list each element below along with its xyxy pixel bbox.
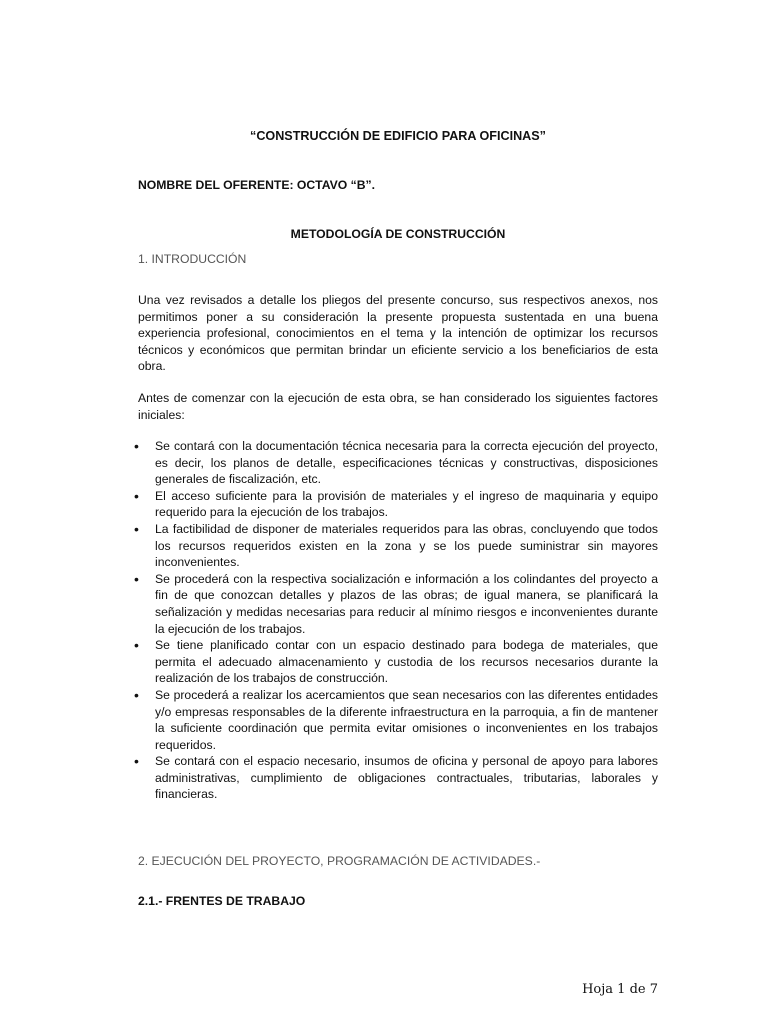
intro-paragraph-1: Una vez revisados a detalle los pliegos del presente concurso, sus respectivos anexos, nos permitimos poner a su consideración la presente propuesta sustentada en una buena experiencia profesional, conocimientos en el tema y la intención de optimizar los recursos técnicos y económicos que permitan brindar un eficiente servicio a los beneficiarios de esta obra. bbox=[138, 293, 658, 374]
list-item: • El acceso suficiente para la provisión de materiales y el ingreso de maquinaria y equipo requerido para la ejecución de los trabajos. bbox=[138, 488, 658, 521]
section-2-heading: 2. EJECUCIÓN DEL PROYECTO, PROGRAMACIÓN DE ACTIVIDADES.- bbox=[138, 854, 541, 868]
list-item: • Se procederá con la respectiva socialización e información a los colindantes del proyecto a fin de que conozcan detalles y plazos de las obras; de igual manera, se planificará la señalización y medidas necesarias para reducir al mínimo riesgos e inconvenientes durante la ejecución de los trabajos. bbox=[138, 571, 658, 637]
page-number-footer: Hoja 1 de 7 bbox=[582, 982, 658, 997]
list-item: • Se procederá a realizar los acercamientos que sean necesarios con las diferentes entidades y/o empresas responsables de la diferente infraestructura en la parroquia, a fin de mantener la suficiente coordinación que permita evitar omisiones o inconvenientes en los trabajos requeridos. bbox=[138, 687, 658, 753]
oferente-line: NOMBRE DEL OFERENTE: OCTAVO “B”. bbox=[138, 178, 375, 192]
document-title: “CONSTRUCCIÓN DE EDIFICIO PARA OFICINAS” bbox=[250, 129, 546, 143]
intro-paragraph-2: Antes de comenzar con la ejecución de esta obra, se han considerado los siguientes factores iniciales: bbox=[138, 391, 658, 422]
list-item: • Se contará con la documentación técnica necesaria para la correcta ejecución del proyecto, es decir, los planos de detalle, especificaciones técnicas y constructivas, disposiciones generales de fiscalización, etc. bbox=[138, 438, 658, 488]
factors-list bbox=[138, 438, 658, 803]
intro-heading: 1. INTRODUCCIÓN bbox=[138, 252, 247, 266]
section-2-1-heading: 2.1.- FRENTES DE TRABAJO bbox=[138, 894, 306, 908]
metodologia-heading: METODOLOGÍA DE CONSTRUCCIÓN bbox=[290, 227, 506, 241]
list-item: • La factibilidad de disponer de materiales requeridos para las obras, concluyendo que todos los recursos requeridos existen en la zona y se los puede suministrar sin mayores inconvenientes. bbox=[138, 521, 658, 571]
list-item: • Se contará con el espacio necesario, insumos de oficina y personal de apoyo para labores administrativas, cumplimiento de obligaciones contractuales, tributarias, laborales y financieras. bbox=[138, 753, 658, 803]
list-item: • Se tiene planificado contar con un espacio destinado para bodega de materiales, que permita el adecuado almacenamiento y custodia de los recursos necesarios durante la realización de los trabajos de construcción. bbox=[138, 637, 658, 687]
